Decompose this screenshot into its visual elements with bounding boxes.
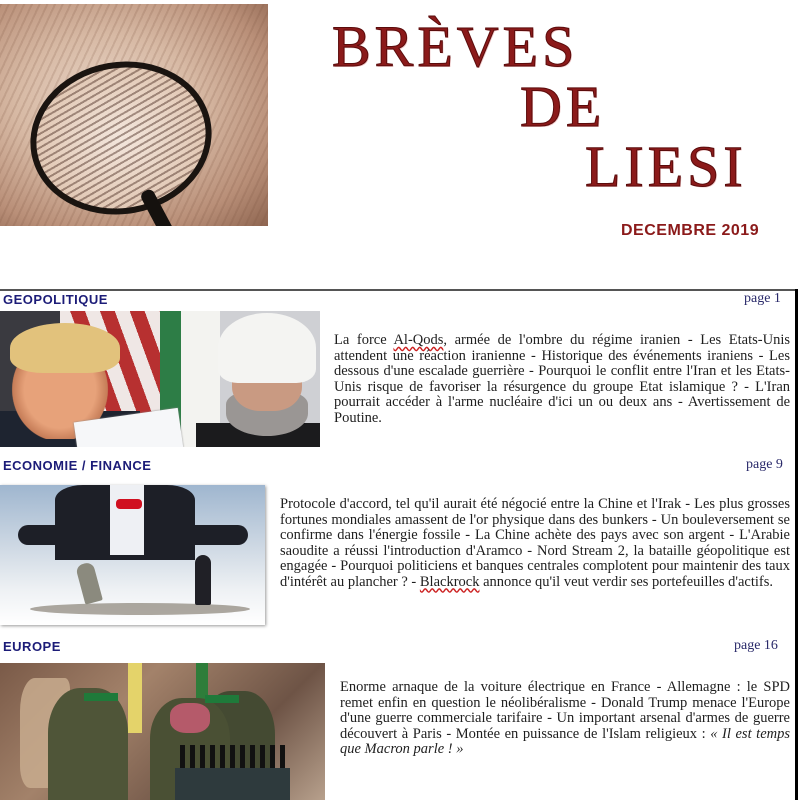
photo-figure: [48, 688, 128, 800]
title-line-breves: BRÈVES: [332, 14, 579, 79]
summary-text: Protocole d'accord, tel qu'il aurait été négocié entre la Chine et l'Irak - Les plus grosses fortunes mondiales amassent de l'or physique dans des bunkers - Un bouleversement se confirme dans l'énergie fossile - La Chine achète des pays avec son argent - L'Arabie saoudite a réussi l'introduction d'Aramco - Nord Stream 2, la bataille géopolitique est engagée - Pourquoi politiciens et banques centrales complotent pour maintenir des taux d'intérêt au plancher ? -: [280, 496, 790, 590]
yellow-flag: [128, 663, 142, 733]
divider-horizontal: [0, 289, 797, 291]
green-headband: [205, 695, 239, 703]
summary-text: La force: [334, 332, 394, 348]
summary-europe: [340, 680, 790, 758]
magnifying-glass-lens: [18, 47, 224, 226]
page-ref-geopolitique[interactable]: page 1: [744, 291, 781, 306]
trump-rouhani-photo: [0, 311, 320, 447]
divider-vertical: [795, 289, 798, 800]
podium: [175, 768, 290, 800]
armed-militants-photo: [0, 663, 325, 800]
summary-text: , armée de l'ombre du régime iranien - Les Etats-Unis attendent une réaction iranienne - Historique des événements iraniens - Les dessous d'une escalade guerrière - Pourquoi le conflit entre l'Iran et les Etats-Unis risque de favoriser la résurgence du groupe Etat islamique ? - L'Iran pourrait accéder à l'arme nucléaire d'ici un ou deux ans - Avertissement de Poutine.: [334, 332, 790, 426]
photo-ground: [30, 603, 250, 615]
summary-text: Enorme arnaque de la voiture électrique en France - Allemagne : le SPD remet enfin en question le néolibéralisme - Donald Trump menace l'Europe d'une guerre commerciale tarifaire - Un important arsenal d'armes de guerre découvert à Paris - Montée en puissance de l'Islam religieux :: [340, 679, 790, 742]
summary-quote: « Il est temps que Macron parle ! »: [340, 725, 791, 757]
title-line-de: DE: [520, 74, 606, 139]
summary-text-flagged: Al-Qods: [393, 332, 444, 348]
summary-text-flagged: Blackrock: [419, 573, 480, 590]
summary-geopolitique: [334, 333, 790, 426]
page-ref-europe[interactable]: page 16: [734, 638, 778, 653]
puppet-master-photo: [0, 485, 265, 625]
photo-shirt: [110, 485, 144, 555]
red-bow-tie: [116, 499, 142, 509]
green-headband: [84, 693, 118, 701]
photo-figure-hair: [10, 323, 120, 373]
section-title-geopolitique: GEOPOLITIQUE: [3, 292, 108, 307]
issue-date: DECEMBRE 2019: [621, 222, 760, 239]
red-keffiyeh: [170, 703, 210, 733]
page-ref-economie-finance[interactable]: page 9: [746, 457, 783, 472]
summary-economie-finance: [280, 497, 790, 590]
puppet-figure: [75, 561, 103, 604]
hero-image-magnifying-glass: [0, 4, 268, 226]
title-line-liesi: LIESI: [585, 134, 747, 199]
summary-text: annonce qu'il veut verdir ses portefeuilles d'actifs.: [479, 573, 774, 590]
section-title-economie-finance: ECONOMIE / FINANCE: [3, 458, 152, 473]
puppet-figure: [195, 555, 211, 605]
section-title-europe: EUROPE: [3, 639, 61, 654]
photo-figure-turban: [218, 313, 316, 383]
